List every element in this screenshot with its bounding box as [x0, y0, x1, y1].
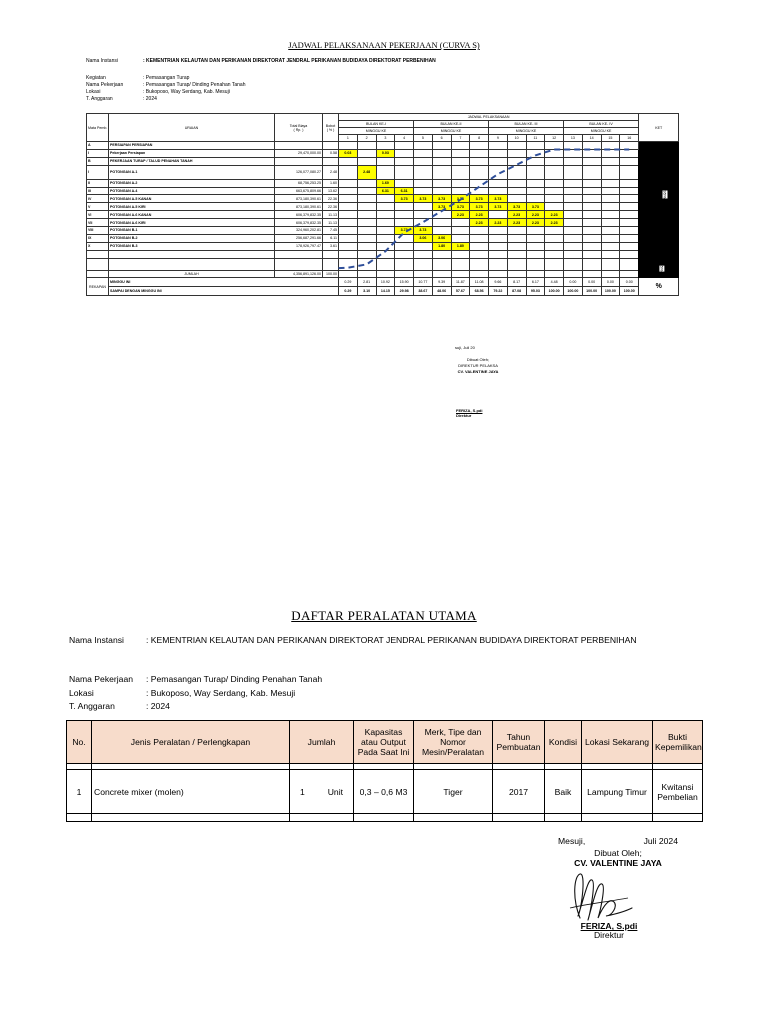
info-value: : Pemasangan Turap	[143, 75, 190, 81]
week-value: 2.23	[507, 219, 526, 227]
col-bukti: Bukti Kepemilikan	[653, 721, 703, 764]
col-no: No.	[67, 721, 92, 764]
row-no: X	[87, 242, 109, 250]
week-value: 1.80	[451, 242, 470, 250]
cell-merk: Tiger	[414, 770, 493, 814]
week-value: 2.23	[545, 211, 564, 219]
minggu-ini-value: 6.17	[526, 278, 545, 287]
minggu-ini-value: 10.92	[376, 278, 395, 287]
cell-tahun: 2017	[493, 770, 545, 814]
sampai-value: 0.29	[339, 287, 358, 296]
row-cost: 606,379,832.35	[275, 211, 323, 219]
minggu-ini-value: 15.90	[395, 278, 414, 287]
minggu-ini-value: 8.17	[507, 278, 526, 287]
info-key: Kegiatan	[86, 75, 106, 81]
sign-made-by: Dibuat Oleh;	[594, 848, 642, 858]
sampai-label: SAMPAI DENGAN MINGGU INI	[109, 287, 339, 296]
sign-name: FERIZA, S.pdi	[580, 921, 638, 931]
week-value: 3.73	[432, 203, 451, 211]
sampai-value: 95.03	[526, 287, 545, 296]
week-value: 6.31	[395, 187, 414, 195]
sampai-value: 100.00	[545, 287, 564, 296]
sign-company: CV. VALENTINE JAYA	[457, 369, 499, 374]
row-name: POTONGAN B-3	[109, 242, 275, 250]
info-key: Nama Pekerjaan	[86, 82, 124, 88]
row-weight: 0.58	[323, 149, 339, 157]
s-curve-line	[339, 150, 630, 269]
week-number: 3	[376, 135, 395, 142]
row-name: POTONGAN A-6 KIRI	[109, 219, 275, 227]
info-key: Nama Instansi	[86, 58, 118, 64]
row-no: IX	[87, 234, 109, 242]
row-name: POTONGAN B-1	[109, 227, 275, 235]
week-value: 3.73	[451, 203, 470, 211]
col-tahun: Tahun Pembuatan	[493, 721, 545, 764]
minggu-ini-value: 0.29	[339, 278, 358, 287]
row-weight: 1.60	[323, 179, 339, 187]
header-bobot: Bobot ( % )	[323, 114, 339, 142]
schedule-signature-block	[438, 345, 518, 375]
info-key: Lokasi	[86, 89, 101, 95]
sampai-value: 38.67	[414, 287, 433, 296]
sign-company: CV. VALENTINE JAYA	[574, 858, 662, 868]
info-key: Lokasi	[69, 687, 94, 698]
sampai-value: 3.10	[357, 287, 376, 296]
minggu-ini-value: 11.87	[451, 278, 470, 287]
minggu-ini-value: 0.00	[564, 278, 583, 287]
row-no: V	[87, 203, 109, 211]
week-value: 0.03	[339, 149, 358, 157]
header-total-biaya: Total Biaya ( Rp. )	[275, 114, 323, 142]
sign-role: DIREKTUR PELAKSA	[458, 363, 498, 368]
sign-date: Juli 2024	[643, 836, 678, 846]
row-weight: 13.62	[323, 187, 339, 195]
minggu-ini-value: 0.00	[601, 278, 620, 287]
week-value: 3.73	[451, 195, 470, 203]
week-value: 2.23	[526, 219, 545, 227]
week-number: 4	[395, 135, 414, 142]
col-lokasi: Lokasi Sekarang	[582, 721, 653, 764]
week-value: 3.73	[489, 195, 508, 203]
sampai-value: 14.15	[376, 287, 395, 296]
row-weight: 7.45	[323, 227, 339, 235]
week-value: 3.73	[507, 203, 526, 211]
row-cost: 606,379,832.35	[275, 219, 323, 227]
sign-place: Mesuji,	[558, 836, 586, 846]
rekap-label: REKAPAN	[87, 278, 109, 296]
equipment-info	[69, 673, 322, 714]
header-mata-pemb: Mata Pemb.	[87, 114, 109, 142]
row-cost: 256,687,291.66	[275, 234, 323, 242]
row-no: VII	[87, 219, 109, 227]
cell-bukti: Kwitansi Pembelian	[653, 770, 703, 814]
sign-title: Direktur	[456, 413, 472, 418]
info-key: Nama Instansi	[69, 635, 124, 645]
week-value: 0.03	[376, 149, 395, 157]
row-name: PEKERJAAN TURAP / TALUD PENAHAN TANAH	[109, 157, 275, 165]
sign-name: FERIZA, S.pdi	[456, 408, 483, 413]
cell-lokasi: Lampung Timur	[582, 770, 653, 814]
col-jenis: Jenis Peralatan / Perlengkapan	[92, 721, 290, 764]
col-merk: Merk, Tipe dan Nomor Mesin/Peralatan	[414, 721, 493, 764]
row-name: POTONGAN A-6 KANAN	[109, 211, 275, 219]
minggu-ini-value: 0.00	[620, 278, 639, 287]
equipment-table	[66, 720, 703, 822]
jumlah-weight: 100.00	[323, 270, 339, 278]
week-number: 7	[451, 135, 470, 142]
minggu-ini-value: 9.66	[489, 278, 508, 287]
week-value: 2.23	[545, 219, 564, 227]
week-number: 6	[432, 135, 451, 142]
row-name: POTONGAN B-2	[109, 234, 275, 242]
sampai-value: 100.00	[564, 287, 583, 296]
table-row	[67, 770, 703, 814]
schedule-title: JADWAL PELAKSANAAN PEKERJAAN (CURVA S)	[288, 40, 480, 50]
info-value: : KEMENTRIAN KELAUTAN DAN PERIKANAN DIREKTORAT JENDRAL PERIKANAN BUDIDAYA DIREKTORAT PERBENIHAN	[143, 58, 436, 64]
row-name: Pekerjaan Persiapan	[109, 149, 275, 157]
week-value: 3.73	[414, 227, 433, 235]
info-key: T. Anggaran	[69, 701, 115, 711]
header-month: BULAN KE- IV	[564, 121, 639, 128]
week-number: 11	[526, 135, 545, 142]
s-curve	[0, 0, 768, 420]
row-no: IV	[87, 195, 109, 203]
row-weight: 22.36	[323, 203, 339, 211]
week-number: 8	[470, 135, 489, 142]
row-no: II	[87, 179, 109, 187]
row-no: I	[87, 149, 109, 157]
row-name: POTONGAN A-1	[109, 165, 275, 179]
jumlah-cost: 4,356,891,126.00	[275, 270, 323, 278]
cell-jumlah-value: 1	[300, 786, 305, 797]
col-jumlah: Jumlah	[290, 721, 354, 764]
row-cost: 126,077,080.27	[275, 165, 323, 179]
ket-label-95: 95%	[662, 190, 668, 199]
equipment-signature-block	[558, 836, 678, 868]
week-value: 3.73	[414, 195, 433, 203]
header-month: BULAN KE- III	[489, 121, 564, 128]
sampai-value: 87.08	[507, 287, 526, 296]
week-value: 1.80	[432, 242, 451, 250]
week-number: 12	[545, 135, 564, 142]
sampai-value: 100.00	[601, 287, 620, 296]
info-key: T. Anggaran	[86, 96, 113, 102]
info-value: : 2024	[143, 96, 157, 102]
week-value: 3.73	[395, 227, 414, 235]
row-weight: 11.13	[323, 219, 339, 227]
col-kondisi: Kondisi	[545, 721, 582, 764]
header-minggu: MINGGU KE	[339, 128, 414, 135]
header-uraian: URAIAN	[109, 114, 275, 142]
week-value: 3.73	[489, 203, 508, 211]
header-minggu: MINGGU KE	[414, 128, 489, 135]
row-cost: 324,960,202.81	[275, 227, 323, 235]
info-value: : Pemasangan Turap/ Dinding Penahan Tanah	[146, 674, 323, 684]
row-name: POTONGAN A-5 KANAN	[109, 195, 275, 203]
header-minggu: MINGGU KE	[489, 128, 564, 135]
sampai-value: 100.00	[582, 287, 601, 296]
week-number: 1	[339, 135, 358, 142]
week-value: 2.23	[451, 211, 470, 219]
week-value: 2.23	[489, 219, 508, 227]
week-number: 14	[582, 135, 601, 142]
week-value: 3.06	[432, 234, 451, 242]
week-value: 3.73	[432, 195, 451, 203]
percent-symbol: %	[639, 278, 679, 296]
schedule-signer	[456, 408, 482, 418]
row-cost: 68,756,253.25	[275, 179, 323, 187]
week-number: 2	[357, 135, 376, 142]
week-value: 2.23	[526, 211, 545, 219]
week-number: 9	[489, 135, 508, 142]
minggu-ini-value: 2.81	[357, 278, 376, 287]
row-weight: 11.13	[323, 211, 339, 219]
minggu-ini-value: 0.00	[582, 278, 601, 287]
row-weight: 2.48	[323, 165, 339, 179]
week-value: 6.31	[376, 187, 395, 195]
equipment-instansi	[69, 635, 637, 645]
info-key: Nama Pekerjaan	[69, 674, 134, 684]
row-no: III	[87, 187, 109, 195]
info-value: : Bukoposo, Way Serdang, Kab. Mesuji	[146, 687, 296, 698]
week-value: 1.60	[376, 179, 395, 187]
week-value: 3.06	[414, 234, 433, 242]
minggu-ini-value: 4.48	[545, 278, 564, 287]
sampai-value: 100.00	[620, 287, 639, 296]
header-minggu: MINGGU KE	[564, 128, 639, 135]
info-value: : Bukoposo, Way Serdang, Kab. Mesuji	[143, 89, 230, 95]
sampai-value: 79.22	[489, 287, 508, 296]
cell-no: 1	[67, 770, 92, 814]
sampai-value: 57.67	[451, 287, 470, 296]
week-number: 10	[507, 135, 526, 142]
row-name: POTONGAN A-4	[109, 187, 275, 195]
cell-jenis: Concrete mixer (molen)	[92, 770, 290, 814]
row-name: PERSIAPAN PERSIAPAN	[109, 142, 275, 150]
week-value: 2.48	[357, 165, 376, 179]
row-no: VI	[87, 211, 109, 219]
row-weight: 3.61	[323, 242, 339, 250]
handwritten-signature	[566, 868, 636, 924]
row-cost: 29,470,000.00	[275, 149, 323, 157]
ket-label-5: 5%	[659, 265, 665, 272]
row-weight: 22.36	[323, 195, 339, 203]
info-value: : 2024	[146, 701, 170, 711]
cell-jumlah-unit: Unit	[327, 786, 343, 797]
week-value: 3.73	[395, 195, 414, 203]
week-value: 2.23	[470, 219, 489, 227]
sampai-value: 48.06	[432, 287, 451, 296]
header-jadwal: JADWAL PELAKSANAAN	[339, 114, 639, 121]
cell-kondisi: Baik	[545, 770, 582, 814]
week-value: 2.23	[470, 211, 489, 219]
equipment-title: DAFTAR PERALATAN UTAMA	[291, 608, 477, 623]
row-no: I	[87, 165, 109, 179]
header-month: BULAN KE-II	[414, 121, 489, 128]
row-no: B	[87, 157, 109, 165]
week-number: 13	[564, 135, 583, 142]
row-no: VIII	[87, 227, 109, 235]
row-cost: 873,180,390.61	[275, 203, 323, 211]
row-cost: 873,180,390.61	[275, 195, 323, 203]
week-value: 3.73	[470, 203, 489, 211]
row-cost: 663,675,809.66	[275, 187, 323, 195]
row-cost: 178,926,797.47	[275, 242, 323, 250]
week-number: 5	[414, 135, 433, 142]
row-name: POTONGAN A-5 KIRI	[109, 203, 275, 211]
cell-kapasitas: 0,3 – 0,6 M3	[354, 770, 414, 814]
row-no: A	[87, 142, 109, 150]
minggu-ini-value: 10.77	[414, 278, 433, 287]
cell-jumlah	[290, 770, 354, 814]
header-month: BULAN KE-I	[339, 121, 414, 128]
sign-place: suji, Juli 20	[455, 345, 475, 350]
minggu-ini-label: MINGGU INI	[109, 278, 339, 287]
week-number: 15	[601, 135, 620, 142]
minggu-ini-value: 9.39	[432, 278, 451, 287]
sign-made-by: Dibuat Oleh;	[466, 357, 490, 362]
week-value: 2.23	[507, 211, 526, 219]
week-value: 3.73	[526, 203, 545, 211]
info-value: : KEMENTRIAN KELAUTAN DAN PERIKANAN DIREKTORAT JENDRAL PERIKANAN BUDIDAYA DIREKTORAT PERBENIHAN	[146, 635, 637, 645]
col-kapasitas: Kapasitas atau Output Pada Saat Ini	[354, 721, 414, 764]
week-number: 16	[620, 135, 639, 142]
equipment-signer	[574, 921, 644, 940]
row-name: POTONGAN A-2	[109, 179, 275, 187]
week-value: 3.73	[470, 195, 489, 203]
minggu-ini-value: 11.08	[470, 278, 489, 287]
sign-title: Direktur	[593, 930, 625, 940]
info-value: : Pemasangan Turap/ Dinding Penahan Tanah	[143, 82, 246, 88]
header-ket: KET	[639, 114, 679, 142]
sampai-value: 29.98	[395, 287, 414, 296]
sampai-value: 68.56	[470, 287, 489, 296]
row-weight: 6.11	[323, 234, 339, 242]
jumlah-label: JUMLAH	[109, 270, 275, 278]
